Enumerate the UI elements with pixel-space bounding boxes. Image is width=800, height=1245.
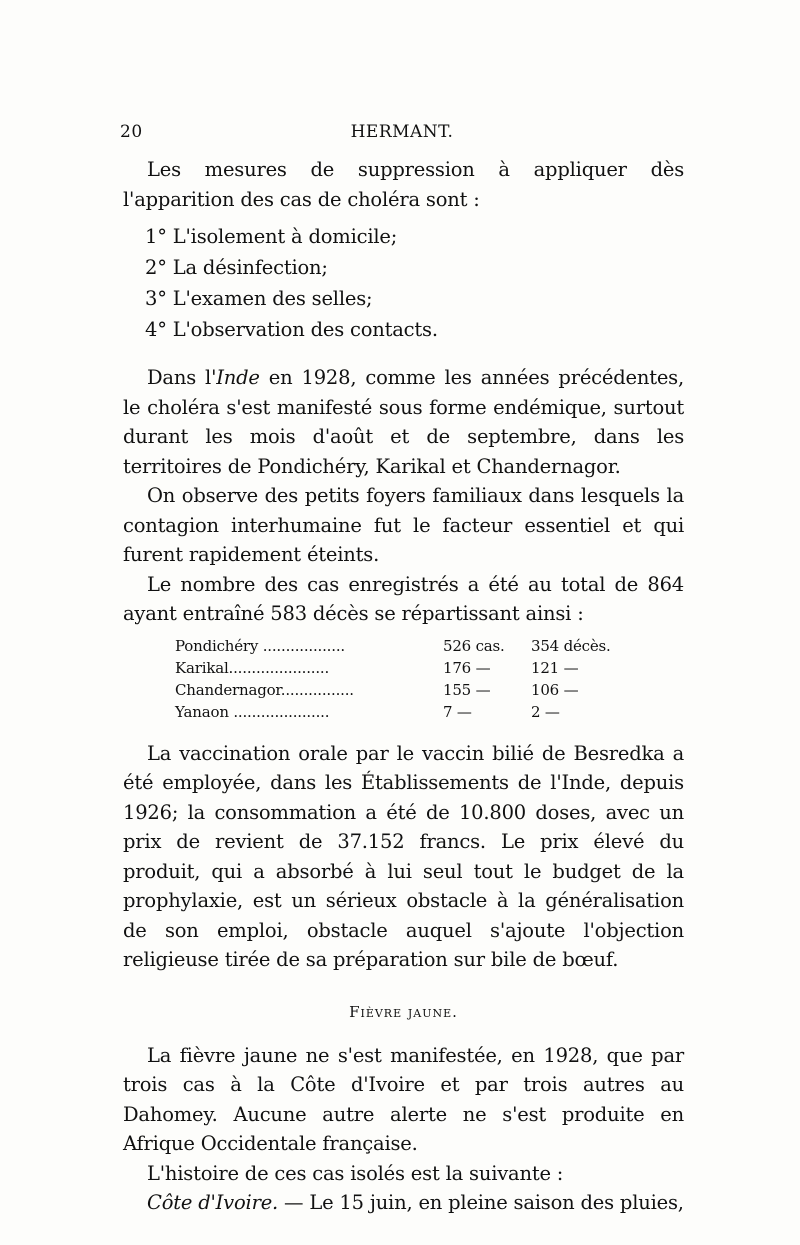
cell-place: Karikal......................: [175, 658, 330, 677]
italic-term: Côte d'Ivoire.: [147, 1191, 279, 1214]
cell-cases: 526 cas.: [443, 636, 505, 655]
list-item: 1° L'isolement à domicile;: [145, 225, 398, 248]
text-run: Dans l': [147, 366, 217, 389]
cell-cases: 7 —: [443, 702, 472, 721]
running-title: HERMANT.: [350, 122, 454, 142]
measures-list: [123, 221, 684, 345]
cell-deaths: 2 —: [531, 702, 560, 721]
table-row: [175, 635, 641, 657]
paragraph: La vaccination orale par le vaccin bilié de Besredka a été employée, dans les Établissements de l'Inde, depuis 1926; la consommation a été de 10.800 doses, avec un prix de revient de 37.152 francs. Le prix élevé du produit, qui a absorbé à lui seul tout le budget de la prophylaxie, est un sérieux obstacle à la généralisation de son emploi, obstacle auquel s'ajoute l'objection religieuse tirée de sa préparation sur bile de bœuf.: [123, 741, 684, 971]
paragraph: On observe des petits foyers familiaux dans lesquels la contagion interhumaine fut le facteur essentiel et qui furent rapidement éteints.: [123, 484, 684, 566]
table-row: [175, 679, 641, 701]
cell-place: Pondichéry ..................: [175, 636, 345, 655]
paragraph: Les mesures de suppression à appliquer dès l'apparition des cas de choléra sont :: [123, 158, 684, 211]
paragraph: [123, 1188, 684, 1218]
text-run: — Le 15 juin, en pleine saison des pluies,: [278, 1191, 684, 1214]
cases-table: [175, 635, 641, 723]
page-number: 20: [120, 122, 143, 142]
cell-place: Chandernagor................: [175, 680, 354, 699]
cell-deaths: 121 —: [531, 658, 579, 677]
paragraph: Le nombre des cas enregistrés a été au total de 864 ayant entraîné 583 décès se répartissant ainsi :: [123, 572, 684, 625]
text-run: en 1928, comme les années précédentes, le choléra s'est manifesté sous forme endémique, surtout durant les mois d'août et de septembre, dans les territoires de Pondichéry, Karikal et Chandernagor.: [123, 366, 684, 478]
paragraph: [123, 363, 684, 481]
cell-place: Yanaon .....................: [175, 702, 330, 721]
list-item: 3° L'examen des selles;: [145, 287, 373, 310]
cell-deaths: 106 —: [531, 680, 579, 699]
list-item: 2° La désinfection;: [145, 256, 328, 279]
table-row: [175, 657, 641, 679]
cell-deaths: 354 décès.: [531, 636, 611, 655]
italic-term: Inde: [216, 366, 260, 389]
cell-cases: 176 —: [443, 658, 491, 677]
list-item: 4° L'observation des contacts.: [145, 318, 438, 341]
cell-cases: 155 —: [443, 680, 491, 699]
paragraph: La fièvre jaune ne s'est manifestée, en 1928, que par trois cas à la Côte d'Ivoire et par trois autres au Dahomey. Aucune autre alerte ne s'est produite en Afrique Occidentale française.: [123, 1043, 684, 1155]
paragraph: L'histoire de ces cas isolés est la suivante :: [147, 1161, 564, 1185]
page-body: [123, 155, 684, 1218]
section-title: Fièvre jaune.: [349, 1002, 458, 1021]
table-row: [175, 701, 641, 723]
